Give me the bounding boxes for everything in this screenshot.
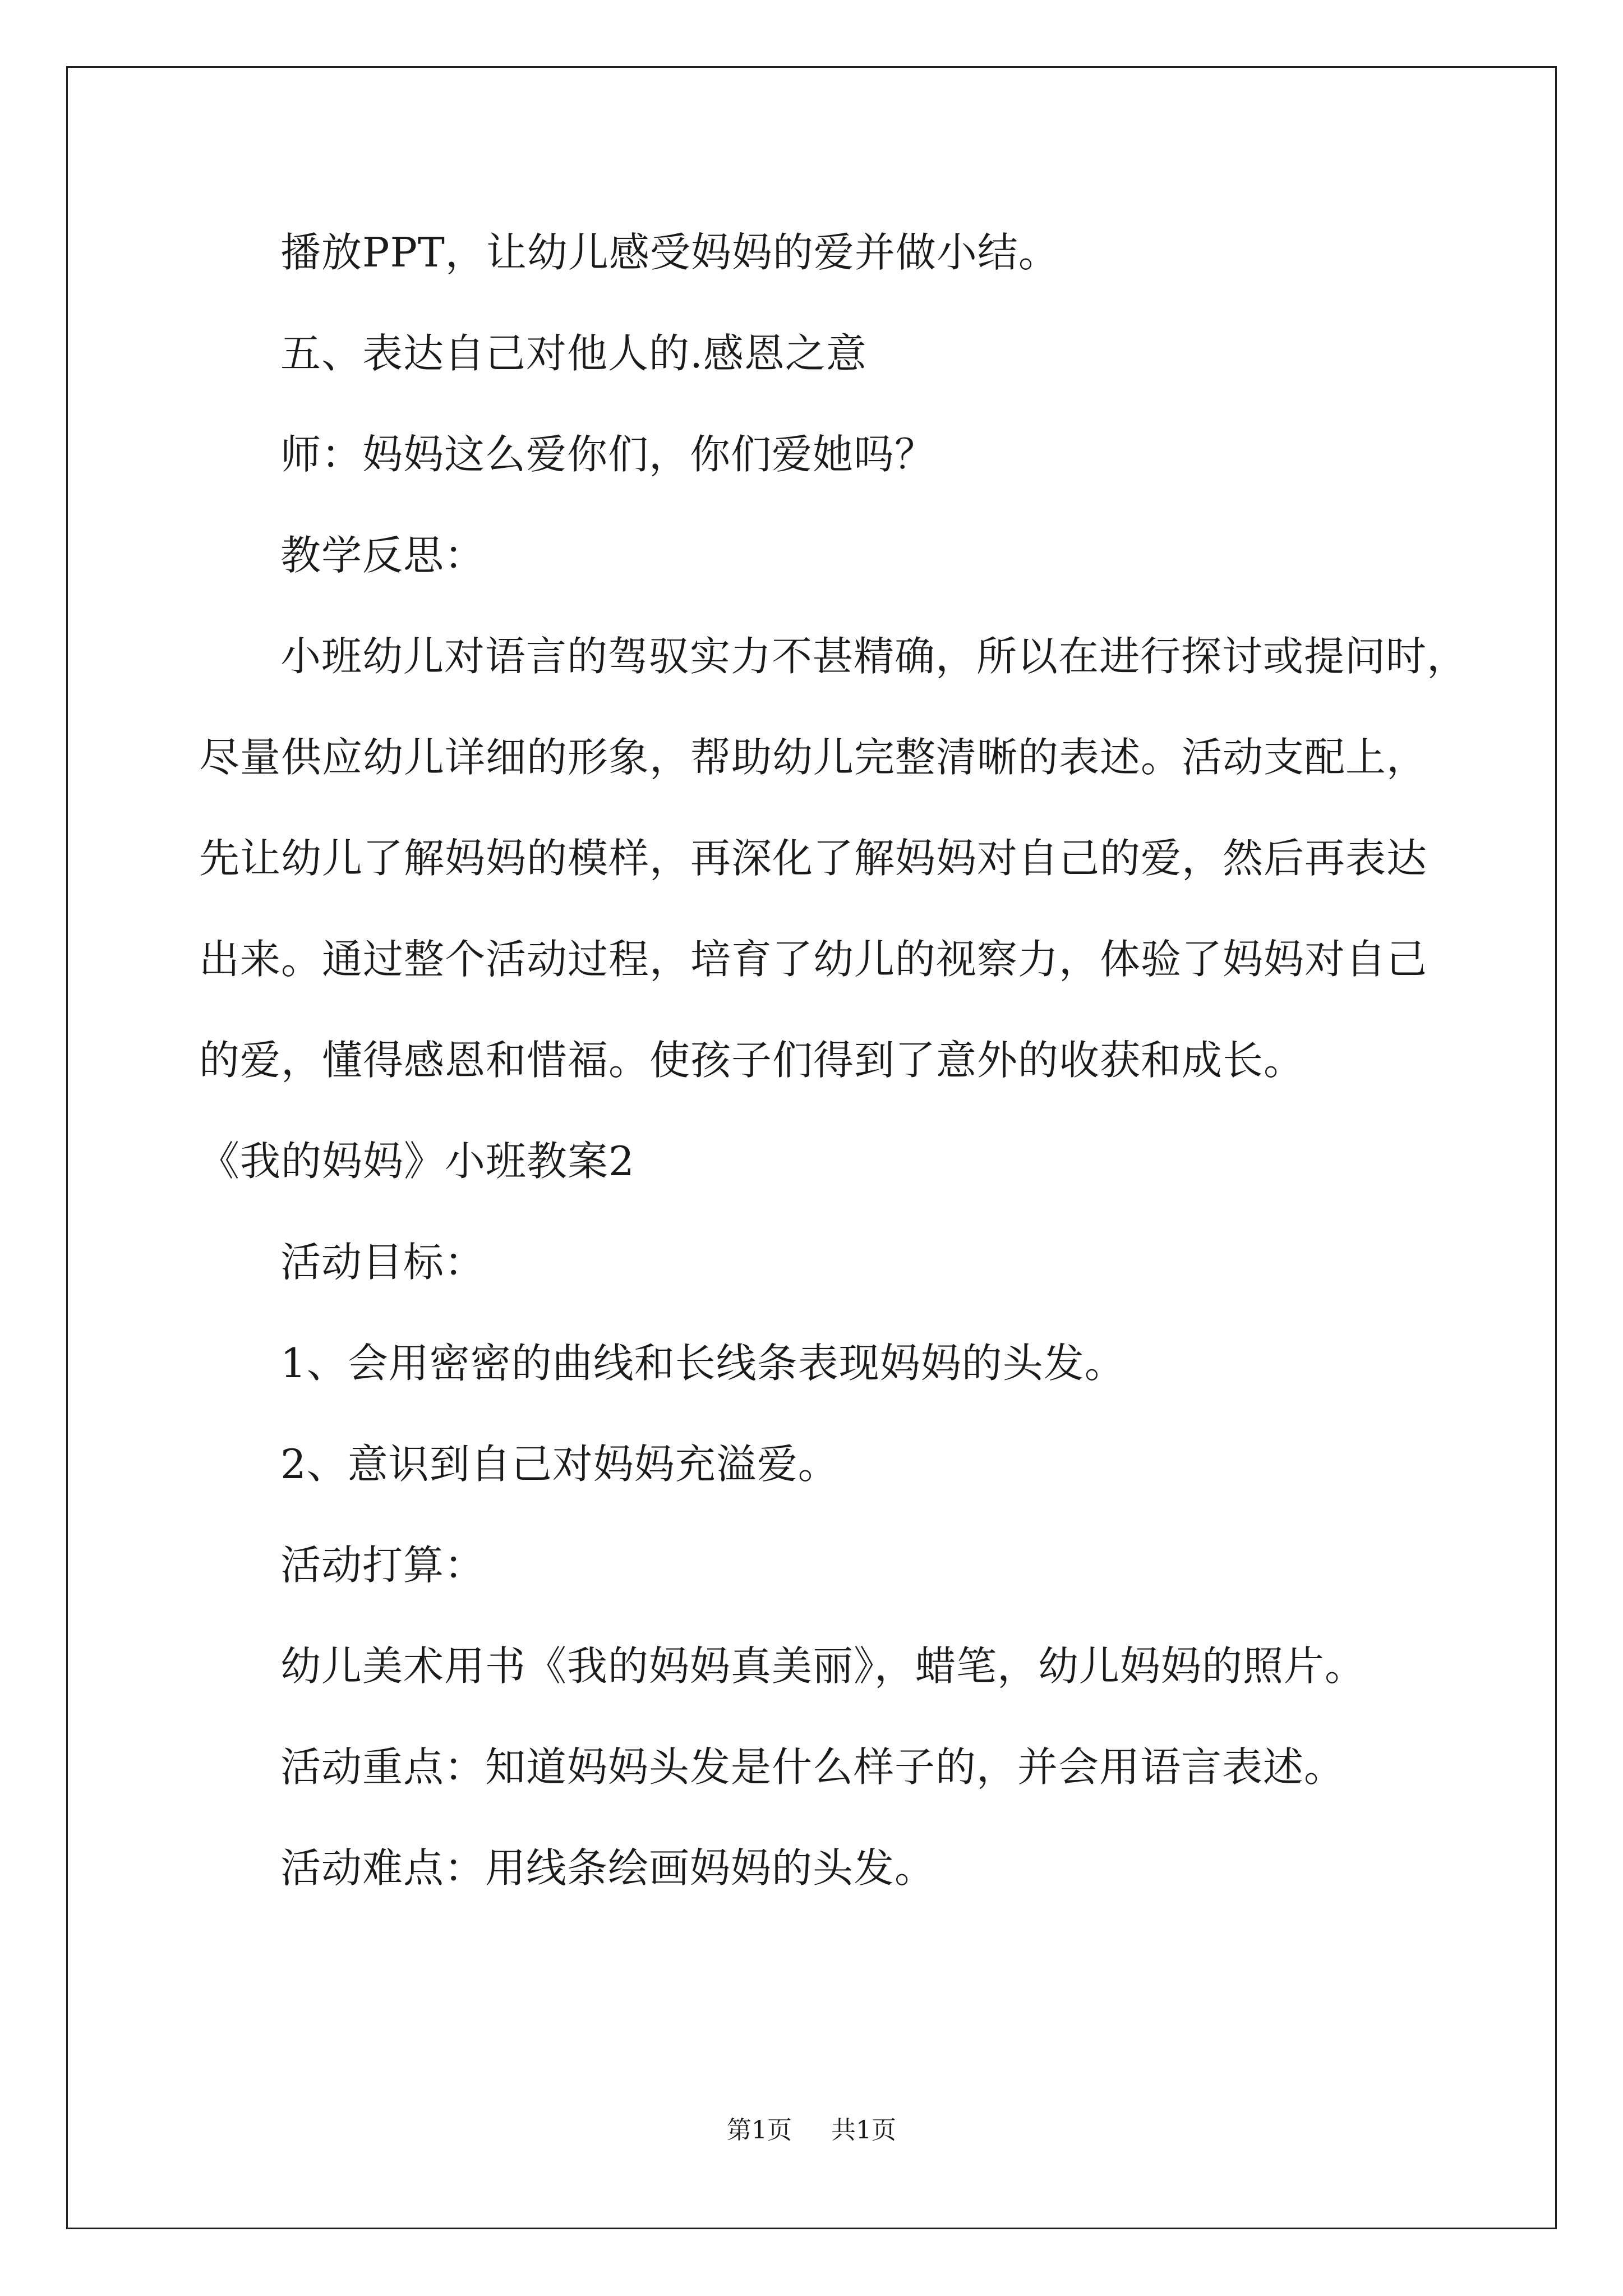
paragraph-line: 幼儿美术用书《我的妈妈真美丽》，蜡笔，幼儿妈妈的照片。	[280, 1642, 1366, 1690]
paragraph-line: 活动重点：知道妈妈头发是什么样子的，并会用语言表述。	[280, 1743, 1345, 1791]
paragraph-line: 的爱，懂得感恩和惜福。使孩子们得到了意外的收获和成长。	[199, 1037, 1305, 1084]
paragraph-line: 活动难点：用线条绘画妈妈的头发。	[280, 1844, 936, 1892]
paragraph-line: 播放PPT，让幼儿感受妈妈的爱并做小结。	[280, 229, 1059, 276]
paragraph-line: 尽量供应幼儿详细的形象，帮助幼儿完整清晰的表述。活动支配上，	[199, 734, 1428, 781]
paragraph-line: 小班幼儿对语言的驾驭实力不甚精确，所以在进行探讨或提问时，	[280, 633, 1468, 680]
paragraph-line: 先让幼儿了解妈妈的模样，再深化了解妈妈对自己的爱，然后再表达	[199, 835, 1428, 882]
list-item: 1、会用密密的曲线和长线条表现妈妈的头发。	[280, 1340, 1126, 1387]
paragraph-line: 出来。通过整个活动过程，培育了幼儿的视察力，体验了妈妈对自己	[199, 936, 1428, 983]
section-heading: 教学反思：	[280, 532, 486, 579]
section-heading: 活动打算：	[280, 1542, 486, 1589]
page-current: 第1页	[727, 2116, 792, 2145]
paragraph-line: 师：妈妈这么爱你们，你们爱她吗？	[280, 431, 936, 478]
page-footer	[0, 2114, 1623, 2147]
section-heading: 五、表达自己对他人的.感恩之意	[280, 330, 867, 377]
page-total: 共1页	[831, 2116, 896, 2145]
document-title: 《我的妈妈》小班教案2	[199, 1138, 635, 1185]
list-item: 2、意识到自己对妈妈充溢爱。	[280, 1441, 839, 1488]
section-heading: 活动目标：	[280, 1239, 486, 1286]
